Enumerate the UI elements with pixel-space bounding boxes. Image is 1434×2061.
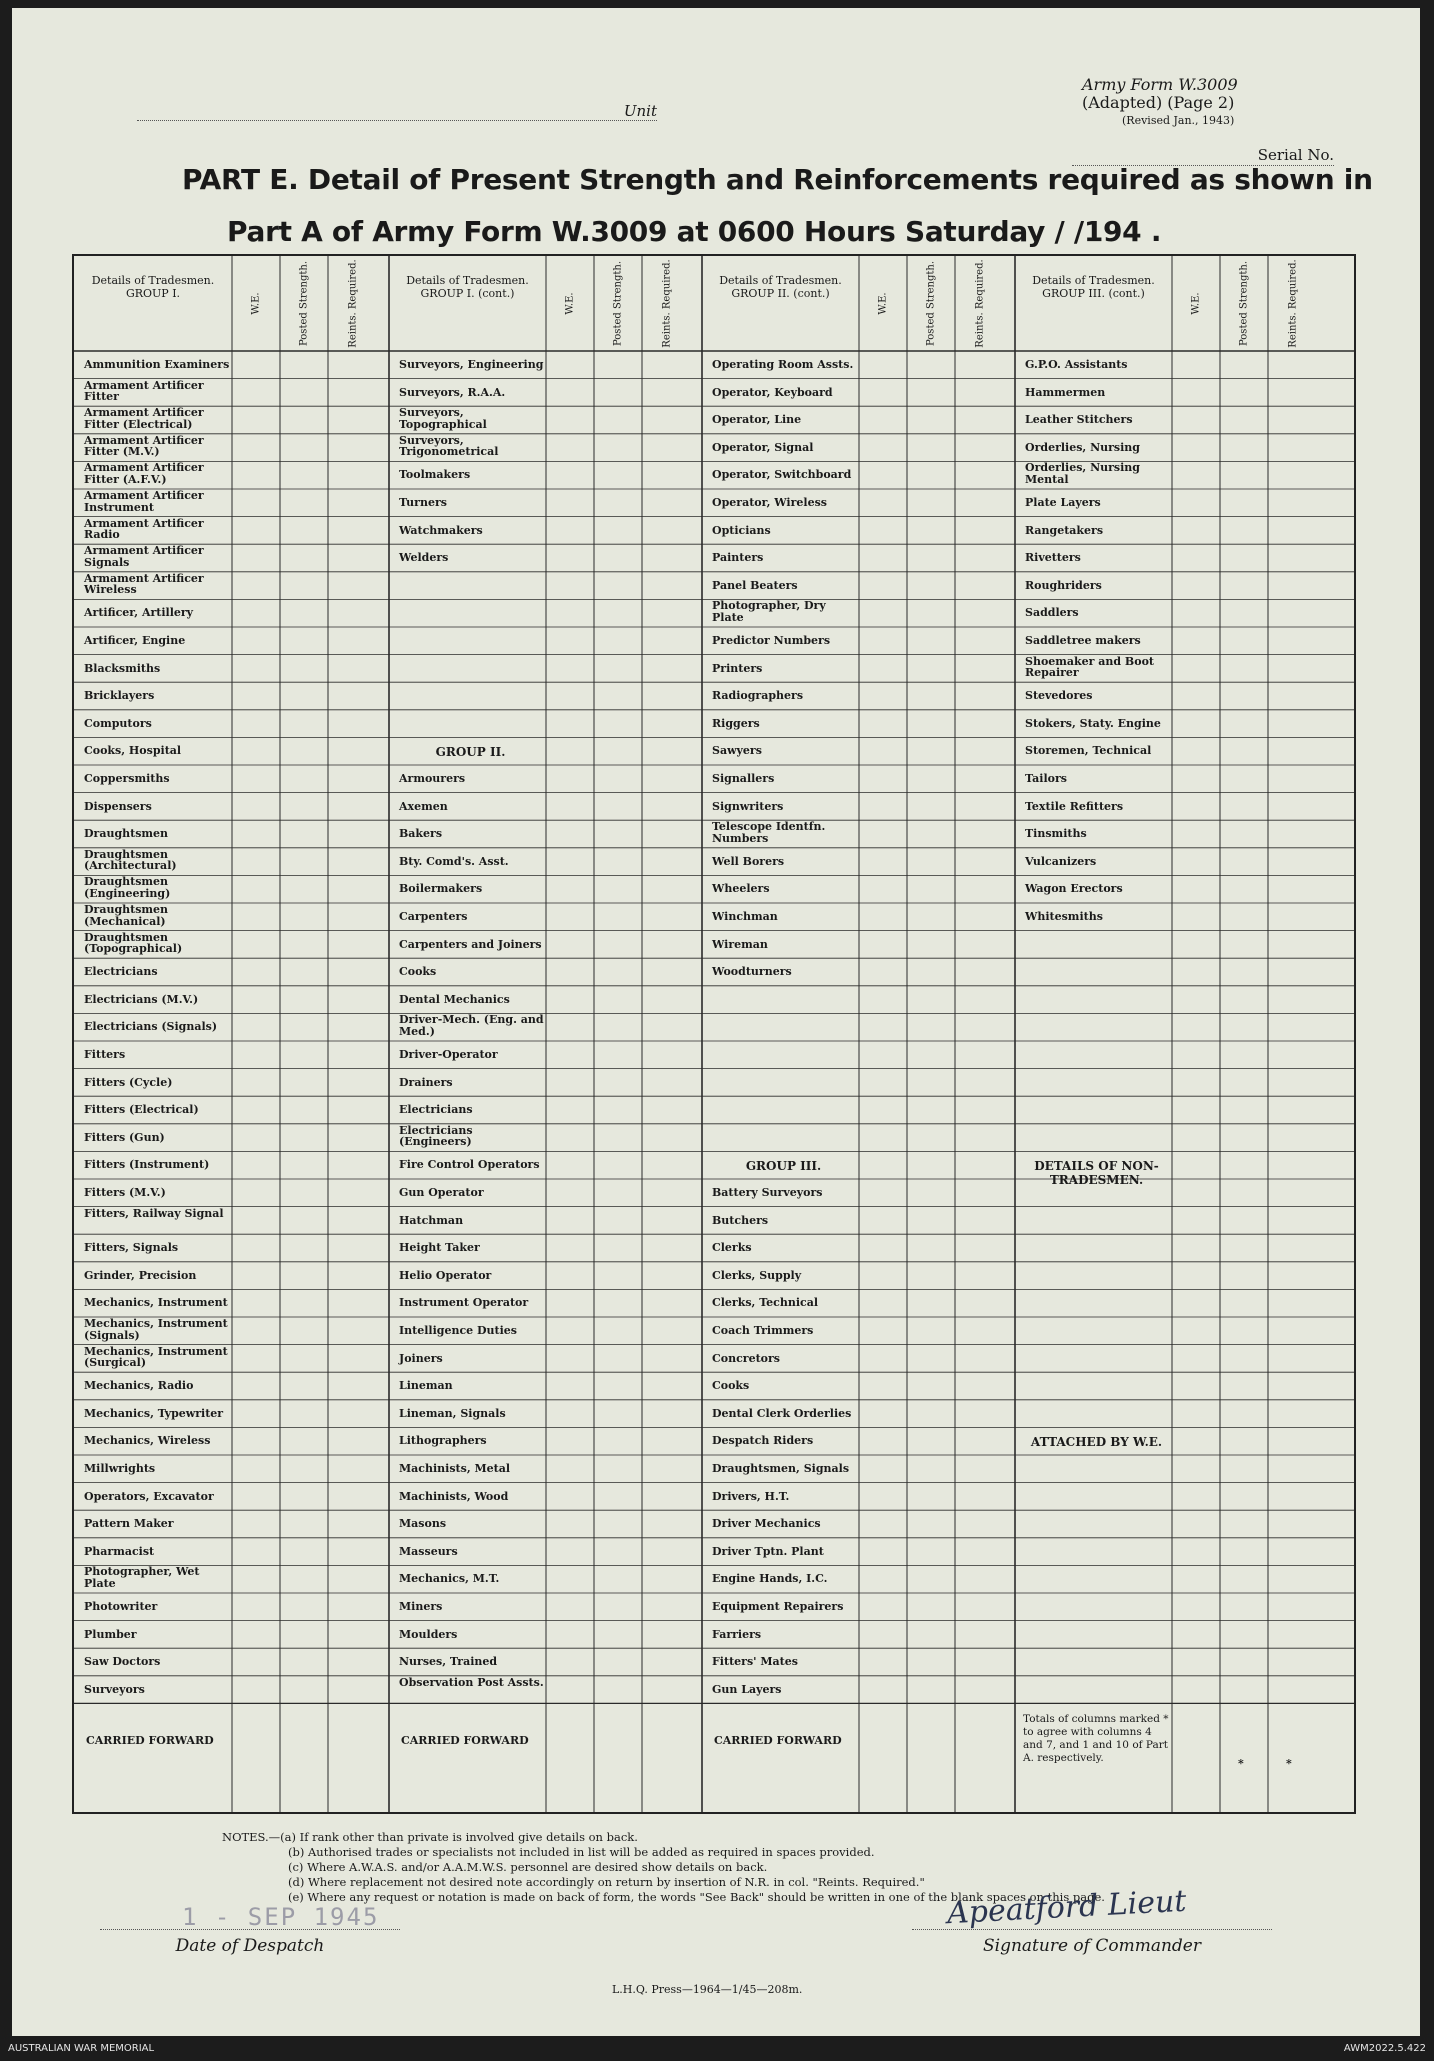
trade-cell: Driver-Mech. (Eng. and Med.) (399, 1013, 544, 1038)
trade-cell: Hammermen (1025, 385, 1106, 399)
note-c: (c) Where A.W.A.S. and/or A.A.M.W.S. personnel are desired show details on back. (288, 1860, 768, 1874)
column-header-we: W.E. (1190, 292, 1202, 315)
trade-cell: Armament Artificer Instrument (84, 489, 204, 514)
archive-credit: AUSTRALIAN WAR MEMORIAL (8, 2043, 155, 2054)
trade-cell: Machinists, Metal (399, 1462, 511, 1475)
title-line-2: Part A of Army Form W.3009 at 0600 Hours Saturday / /194 . (227, 215, 1162, 248)
column-header-reints: Reints. Required. (974, 259, 985, 348)
trade-cell: Armament Artificer Wireless (84, 571, 204, 597)
trade-cell: Rivetters (1025, 551, 1081, 565)
trade-cell: Textile Refitters (1025, 799, 1124, 813)
trade-cell: Operator, Signal (712, 440, 814, 454)
trade-cell: Dispensers (84, 799, 152, 813)
form-identifier (1082, 76, 1238, 130)
trade-cell: Coach Trimmers (712, 1324, 814, 1337)
trade-cell: Fitters (Instrument) (84, 1158, 210, 1172)
trade-cell: Orderlies, Nursing (1025, 440, 1140, 454)
carried-forward-label: CARRIED FORWARD (86, 1734, 214, 1748)
trade-cell: Photowriter (84, 1600, 158, 1613)
trade-cell: Masseurs (399, 1544, 458, 1558)
trade-cell: Carpenters (399, 910, 468, 923)
trade-cell: Masons (399, 1517, 447, 1531)
trade-cell: Surveyors (84, 1682, 145, 1696)
trade-cell: Dental Clerk Orderlies (712, 1406, 852, 1420)
trade-cell: Plate Layers (1025, 496, 1101, 509)
trade-cell: Intelligence Duties (399, 1324, 517, 1337)
column-header-posted: Posted Strength. (925, 260, 937, 347)
trade-cell: Fitters (84, 1048, 126, 1061)
trade-cell: Height Taker (399, 1241, 480, 1255)
trade-cell: Roughriders (1025, 578, 1102, 592)
signature-of-commander-label: Signature of Commander (912, 1929, 1272, 1956)
trade-cell: Artificer, Engine (84, 634, 186, 647)
trade-cell: Drainers (399, 1075, 453, 1089)
trade-cell: Tailors (1025, 772, 1067, 785)
trade-cell: Pattern Maker (84, 1517, 174, 1531)
section-heading: GROUP III. (745, 1159, 822, 1174)
trade-cell: Turners (399, 496, 447, 509)
trade-cell: Draughtsmen (84, 827, 169, 841)
trade-cell: Helio Operator (399, 1268, 492, 1282)
trade-cell: Pharmacist (84, 1544, 155, 1558)
trade-cell: Stokers, Staty. Engine (1025, 716, 1161, 730)
trade-cell: Machinists, Wood (399, 1489, 509, 1503)
trade-cell: Concretors (712, 1351, 780, 1365)
trade-cell: Fitters (Cycle) (84, 1075, 173, 1089)
trade-cell: Drivers, H.T. (712, 1489, 790, 1503)
trade-cell: Stevedores (1025, 689, 1093, 703)
trade-cell: Mechanics, Instrument (Surgical) (84, 1344, 228, 1370)
trade-cell: Rangetakers (1025, 523, 1104, 537)
trade-cell: Operator, Line (712, 413, 802, 427)
trade-cell: Farriers (712, 1627, 762, 1641)
carried-forward-label: CARRIED FORWARD (714, 1734, 842, 1748)
notes (222, 1830, 1105, 1905)
trade-cell: Bty. Comd's. Asst. (399, 854, 509, 868)
trade-cell: Shoemaker and Boot Repairer (1025, 654, 1154, 680)
trade-cell: Surveyors, Topographical (399, 406, 487, 431)
trade-cell: Nurses, Trained (399, 1655, 498, 1669)
form-number: Army Form W.3009 (1082, 75, 1238, 94)
column-header-posted: Posted Strength. (298, 260, 310, 347)
trade-cell: Whitesmiths (1025, 910, 1103, 923)
trade-cell: Lineman (399, 1379, 453, 1393)
trade-cell: Fitters (Gun) (84, 1130, 165, 1144)
column-header-reints: Reints. Required. (1287, 259, 1298, 348)
trade-cell: Signwriters (712, 799, 784, 813)
section-heading: GROUP II. (435, 745, 506, 760)
trade-cell: Grinder, Precision (84, 1268, 197, 1282)
trade-cell: Despatch Riders (712, 1434, 814, 1448)
trade-cell: Plumber (84, 1627, 137, 1641)
trade-cell: Electricians (Engineers) (399, 1123, 473, 1149)
trade-cell: Photographer, Dry Plate (712, 599, 826, 624)
trade-cell: Equipment Repairers (712, 1600, 844, 1613)
trade-cell: Operator, Switchboard (712, 468, 852, 482)
trade-cell: Mechanics, Instrument (84, 1296, 228, 1310)
trade-cell: Telescope Identfn. Numbers (712, 820, 826, 845)
trade-cell: Draughtsmen (Architectural) (84, 847, 177, 873)
section-heading: DETAILS OF NON-TRADESMEN. (1034, 1159, 1159, 1188)
trade-cell: Armament Artificer Fitter (A.F.V.) (84, 461, 204, 486)
trade-cell: Computors (84, 716, 152, 730)
trade-cell: Gun Layers (712, 1682, 782, 1696)
trade-cell: Armament Artificer Fitter (M.V.) (84, 433, 204, 459)
trade-cell: Painters (712, 551, 764, 565)
trade-cell: Fitters, Signals (84, 1241, 179, 1255)
column-header-we: W.E. (250, 292, 262, 315)
total-asterisk: * (1238, 1757, 1244, 1771)
section-heading: ATTACHED BY W.E. (1030, 1435, 1163, 1450)
trade-cell: Bakers (399, 827, 443, 841)
trade-cell: Gun Operator (399, 1186, 484, 1199)
trade-cell: Miners (399, 1600, 443, 1613)
trade-cell: Fitters (M.V.) (84, 1186, 166, 1199)
trade-cell: Boilermakers (399, 882, 483, 896)
trade-cell: Joiners (399, 1351, 443, 1365)
trade-cell: Instrument Operator (399, 1296, 529, 1310)
trade-cell: Butchers (712, 1213, 769, 1227)
carried-forward-label: CARRIED FORWARD (401, 1734, 529, 1748)
totals-note: Totals of columns marked * to agree with columns 4 and 7, and 1 and 10 of Part A. respectively. (1023, 1713, 1169, 1765)
trade-cell: Carpenters and Joiners (399, 937, 542, 951)
trade-cell: Fire Control Operators (399, 1158, 540, 1172)
press-imprint: L.H.Q. Press—1964—1/45—208m. (612, 1983, 803, 1996)
trade-cell: Storemen, Technical (1025, 744, 1152, 758)
trade-cell: Lineman, Signals (399, 1406, 506, 1420)
trade-cell: Draughtsmen (Engineering) (84, 875, 171, 900)
trade-cell: Operator, Wireless (712, 496, 827, 509)
trade-cell: Draughtsmen (Mechanical) (84, 903, 169, 928)
column-header-details: Details of Tradesmen. GROUP III. (cont.) (1032, 274, 1155, 300)
column-header-posted: Posted Strength. (612, 260, 624, 347)
trade-cell: Winchman (712, 910, 778, 923)
trade-cell: Draughtsmen, Signals (712, 1462, 850, 1475)
trade-cell: Surveyors, Trigonometrical (399, 433, 499, 459)
column-header-reints: Reints. Required. (661, 259, 672, 348)
trade-cell: Ammunition Examiners (84, 358, 230, 371)
trade-cell: Electricians (84, 965, 158, 979)
trade-cell: Woodturners (712, 965, 792, 979)
serial-field: Serial No. (1072, 146, 1334, 166)
trade-cell: Fitters, Railway Signal (84, 1206, 224, 1220)
strength-table (72, 254, 1356, 1814)
total-asterisk: * (1286, 1757, 1292, 1771)
column-header-reints: Reints. Required. (347, 259, 358, 348)
trade-cell: Mechanics, Typewriter (84, 1406, 224, 1420)
trade-cell: Mechanics, Radio (84, 1379, 194, 1393)
trade-cell: Operator, Keyboard (712, 385, 833, 399)
trade-cell: Panel Beaters (712, 578, 798, 592)
column-header-details: Details of Tradesmen. GROUP I. (91, 274, 215, 300)
trade-cell: Welders (399, 551, 449, 565)
trade-cell: Wheelers (712, 882, 770, 896)
trade-cell: Vulcanizers (1025, 854, 1097, 868)
trade-cell: Cooks (712, 1379, 750, 1393)
trade-cell: Armament Artificer Signals (84, 544, 204, 569)
trade-cell: Draughtsmen (Topographical) (84, 930, 183, 956)
trade-cell: Operating Room Assts. (712, 358, 854, 371)
trade-cell: Dental Mechanics (399, 992, 510, 1006)
trade-cell: Fitters (Electrical) (84, 1103, 199, 1117)
trade-cell: Artificer, Artillery (84, 606, 194, 620)
note-d: (d) Where replacement not desired note accordingly on return by insertion of N.R. in col. "Reints. Required." (288, 1875, 925, 1889)
trade-cell: Engine Hands, I.C. (712, 1572, 828, 1586)
trade-cell: Riggers (712, 716, 760, 730)
trade-cell: Surveyors, Engineering (399, 358, 544, 371)
document-sheet (12, 8, 1420, 2036)
trade-cell: Observation Post Assts. (399, 1675, 544, 1689)
trade-cell: Armourers (399, 772, 466, 785)
trade-cell: Saddlers (1025, 606, 1079, 620)
trade-cell: Cooks (399, 965, 437, 979)
trade-cell: Clerks, Supply (712, 1268, 802, 1282)
column-header-posted: Posted Strength. (1238, 260, 1250, 347)
column-header-we: W.E. (877, 292, 889, 315)
trade-cell: Printers (712, 661, 763, 675)
trade-cell: Driver Tptn. Plant (712, 1544, 824, 1558)
trade-cell: Moulders (399, 1627, 458, 1641)
trade-cell: Armament Artificer Radio (84, 516, 204, 542)
trade-cell: Battery Surveyors (712, 1186, 823, 1199)
trade-cell: Hatchman (399, 1213, 464, 1227)
trade-cell: Sawyers (712, 744, 762, 758)
trade-cell: Orderlies, Nursing Mental (1025, 461, 1140, 486)
date-stamp: 1 - SEP 1945 (182, 1903, 380, 1931)
trade-cell: Photographer, Wet Plate (84, 1565, 200, 1590)
trade-cell: Armament Artificer Fitter (Electrical) (84, 406, 204, 431)
trade-cell: Bricklayers (84, 689, 155, 703)
trade-cell: Opticians (712, 523, 771, 537)
trade-cell: Clerks, Technical (712, 1296, 818, 1310)
trade-cell: Mechanics, M.T. (399, 1572, 500, 1586)
trade-cell: Fitters' Mates (712, 1655, 798, 1669)
note-a: NOTES.—(a) If rank other than private is involved give details on back. (222, 1830, 638, 1844)
note-e: (e) Where any request or notation is made on back of form, the words "See Back" should be written in one of the blank spaces on this page. (288, 1890, 1105, 1904)
trade-cell: Wagon Erectors (1025, 882, 1123, 896)
trade-cell: Saw Doctors (84, 1655, 161, 1669)
trade-cell: Millwrights (84, 1462, 156, 1475)
trade-cell: Electricians (Signals) (84, 1020, 218, 1034)
trade-cell: Wireman (712, 937, 768, 951)
trade-cell: Tinsmiths (1025, 827, 1087, 841)
trade-cell: Well Borers (712, 854, 785, 868)
trade-cell: Cooks, Hospital (84, 744, 182, 758)
trade-cell: Blacksmiths (84, 661, 161, 675)
trade-cell: Saddletree makers (1025, 634, 1141, 647)
column-header-details: Details of Tradesmen. GROUP I. (cont.) (406, 274, 529, 300)
trade-cell: Electricians (M.V.) (84, 992, 199, 1006)
trade-cell: Lithographers (399, 1434, 487, 1448)
trade-cell: Mechanics, Instrument (Signals) (84, 1317, 228, 1342)
title-line-1: PART E. Detail of Present Strength and Reinforcements required as shown in (182, 163, 1373, 196)
unit-field: Unit (137, 102, 657, 121)
trade-cell: Signallers (712, 772, 775, 785)
date-of-despatch-label: Date of Despatch (100, 1929, 400, 1956)
trade-cell: Clerks (712, 1241, 752, 1255)
column-header-we: W.E. (564, 292, 576, 315)
trade-cell: Surveyors, R.A.A. (399, 385, 506, 399)
trade-cell: Driver-Operator (399, 1048, 498, 1061)
trade-cell: G.P.O. Assistants (1025, 358, 1128, 371)
trade-cell: Axemen (399, 799, 448, 813)
trade-cell: Leather Stitchers (1025, 413, 1133, 427)
trade-cell: Electricians (399, 1103, 473, 1117)
trade-cell: Armament Artificer Fitter (84, 378, 204, 404)
trade-cell: Watchmakers (399, 523, 483, 537)
trade-cell: Toolmakers (399, 468, 471, 482)
trade-cell: Coppersmiths (84, 772, 170, 785)
trade-cell: Driver Mechanics (712, 1517, 821, 1531)
trade-cell: Operators, Excavator (84, 1489, 214, 1503)
trade-cell: Mechanics, Wireless (84, 1434, 211, 1448)
note-b: (b) Authorised trades or specialists not included in list will be added as required in spaces provided. (288, 1845, 875, 1859)
form-revised: (Revised Jan., 1943) (1122, 114, 1235, 127)
column-header-details: Details of Tradesmen. GROUP II. (cont.) (719, 274, 842, 300)
commander-signature: Apeatford Lieut (946, 1883, 1188, 1932)
trade-cell: Predictor Numbers (712, 634, 831, 647)
archive-reference: AWM2022.5.422 (1343, 2043, 1426, 2054)
trade-cell: Radiographers (712, 689, 804, 703)
form-adapted: (Adapted) (Page 2) (1082, 93, 1235, 112)
